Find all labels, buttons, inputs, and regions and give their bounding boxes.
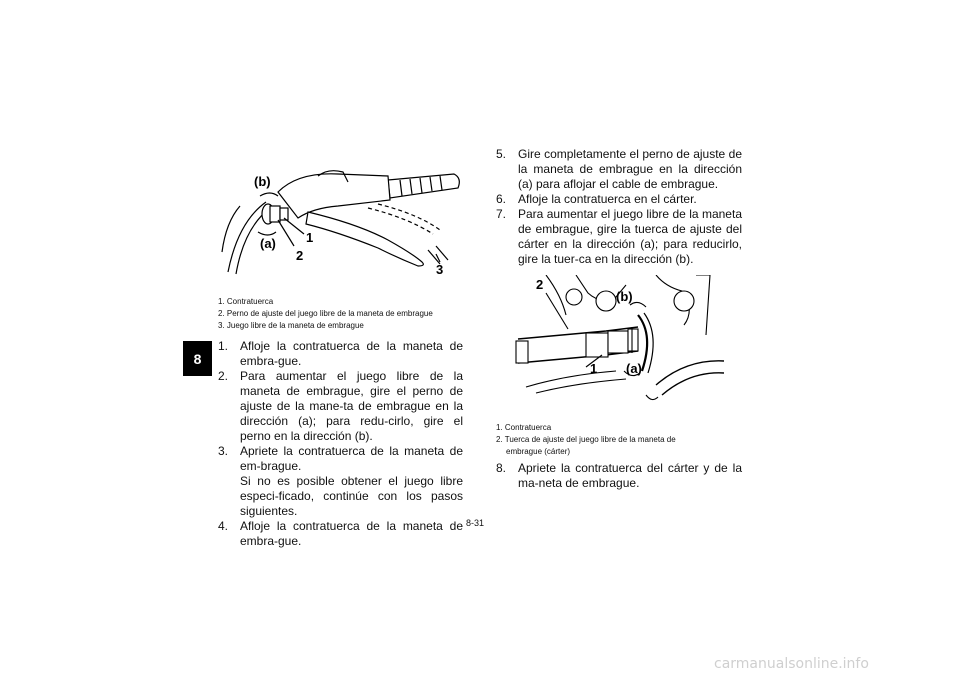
figure1-label-a: (a): [260, 236, 276, 251]
step-number: 5.: [496, 147, 507, 161]
step-number: 1.: [218, 339, 229, 353]
watermark: carmanualsonline.info: [714, 656, 869, 672]
clutch-lever-illustration: [218, 162, 464, 287]
figure2-label-2: 2: [536, 277, 544, 292]
figure2-caption: [496, 422, 676, 458]
step-text: Apriete la contratuerca de la maneta de em-brague.: [240, 444, 463, 473]
step-text: Afloje la contratuerca en el cárter.: [518, 192, 697, 206]
step-item: [218, 519, 463, 549]
page-number: 8-31: [466, 518, 485, 528]
crankcase-adjuster-figure: [506, 275, 728, 415]
step-text: Afloje la contratuerca de la maneta de embra-gue.: [240, 339, 463, 368]
step-item: [218, 339, 463, 369]
step-item: [496, 192, 742, 207]
step-text: Para aumentar el juego libre de la maneta de embrague, gire el perno de ajuste de la mane-ta de embrague en la dirección (a); para redu-cirlo, gire el perno en la dirección (b).: [240, 369, 463, 443]
right-steps: [496, 147, 742, 267]
step-subtext: Si no es posible obtener el juego libre especi-ficado, continúe con los pasos siguientes.: [240, 474, 463, 518]
step-text: Afloje la contratuerca de la maneta de embra-gue.: [240, 519, 463, 548]
step-number: 2.: [218, 369, 229, 383]
chapter-tab: 8: [183, 341, 212, 376]
left-steps: [218, 339, 463, 549]
step-text: Gire completamente el perno de ajuste de la maneta de embrague en la dirección (a) para aflojar el cable de embrague.: [518, 147, 742, 191]
figure1-caption-line: 3. Juego libre de la maneta de embrague: [218, 321, 364, 330]
figure2-caption-line: 1. Contratuerca: [496, 423, 552, 432]
figure1-label-b: (b): [254, 174, 271, 189]
step-number: 6.: [496, 192, 507, 206]
step-number: 3.: [218, 444, 229, 458]
figure1-label-3: 3: [436, 262, 444, 277]
figure2-caption-line: 2. Tuerca de ajuste del juego libre de la maneta de: [496, 435, 676, 444]
step-number: 8.: [496, 461, 507, 475]
figure2-label-1: 1: [590, 361, 598, 376]
figure2-caption-line: embrague (cárter): [506, 447, 571, 456]
step-number: 4.: [218, 519, 229, 533]
step-item: [218, 444, 463, 474]
figure1-label-2: 2: [296, 248, 304, 263]
step-item: [496, 147, 742, 192]
figure1-label-1: 1: [306, 230, 314, 245]
clutch-lever-figure: [218, 162, 464, 287]
figure1-caption-line: 1. Contratuerca: [218, 297, 274, 306]
step-text: Para aumentar el juego libre de la maneta de embrague, gire la tuerca de ajuste del cárter en la dirección (a); para reducirlo, gire la tuer-ca en la dirección (b).: [518, 207, 742, 266]
figure1-caption-line: 2. Perno de ajuste del juego libre de la maneta de embrague: [218, 309, 433, 318]
figure2-label-b: (b): [616, 289, 633, 304]
figure1-caption: [218, 296, 433, 332]
step-item: [496, 461, 742, 491]
step-text: Apriete la contratuerca del cárter y de la ma-neta de embrague.: [518, 461, 742, 490]
figure2-label-a: (a): [626, 361, 642, 376]
step-number: 7.: [496, 207, 507, 221]
right-steps-final: [496, 461, 742, 491]
step-item: [496, 207, 742, 267]
step-item: [218, 369, 463, 444]
crankcase-adjuster-illustration: [506, 275, 728, 415]
step-sub-note: [218, 474, 463, 519]
